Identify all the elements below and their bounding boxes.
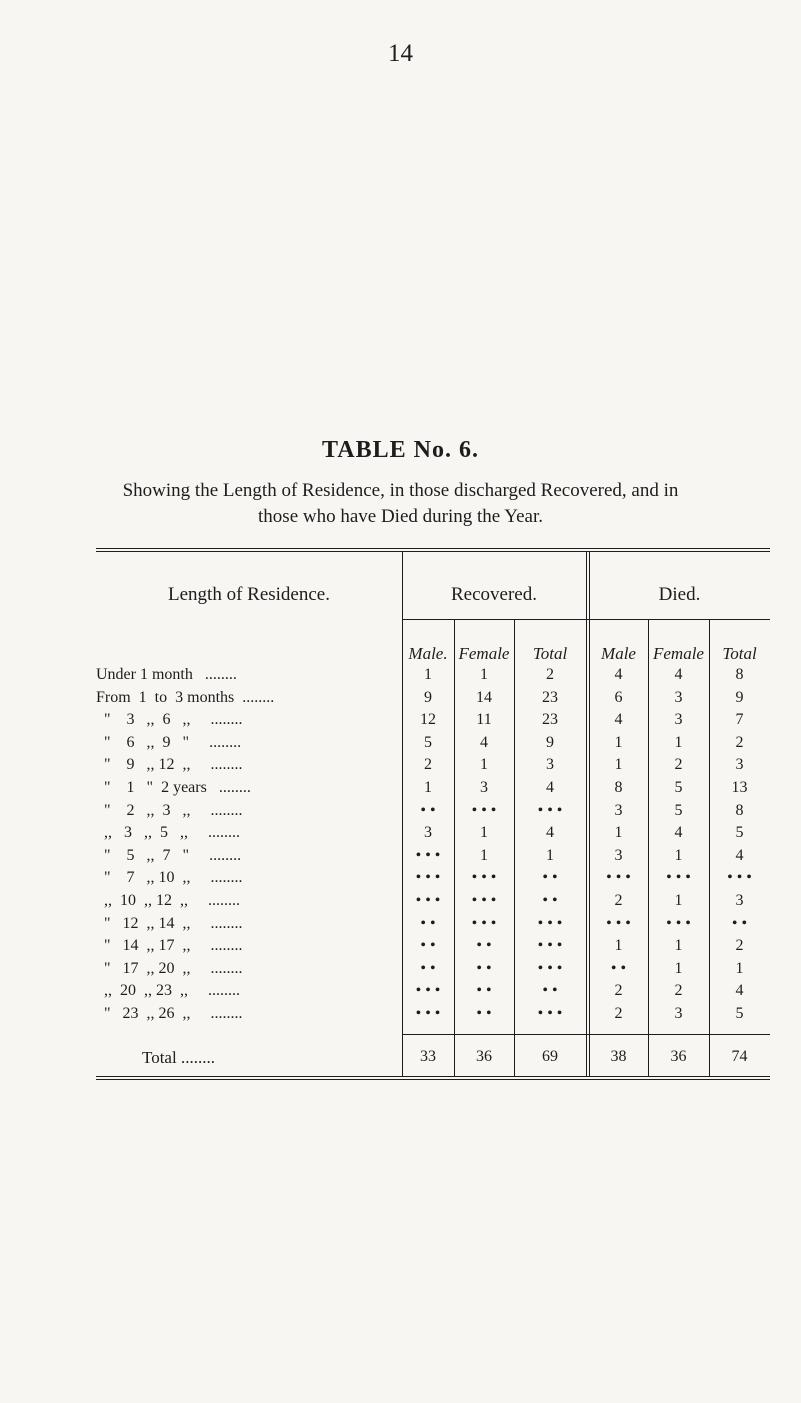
cell-female-recovered: 1: [480, 666, 488, 683]
cell-total-died: 1: [735, 959, 744, 977]
cell-female-died: 1: [674, 959, 683, 977]
cell-male-recovered: • • •: [415, 982, 441, 1000]
subheader-rule: [402, 619, 770, 620]
table-row: [96, 937, 770, 959]
row-label: " 23 ,, 26 ,, ........: [96, 1005, 243, 1022]
table-row: [96, 779, 770, 801]
cell-male-recovered: 12: [420, 711, 436, 729]
cell-female-recovered: 11: [476, 711, 492, 729]
cell-total-died: 4: [735, 846, 744, 864]
subtitle-line-2: those who have Died during the Year.: [258, 506, 543, 527]
cell-total-died: 4: [735, 982, 744, 1000]
cell-male-died: • • •: [606, 914, 631, 932]
cell-female-died: 4: [674, 666, 683, 683]
total-total-recovered: 69: [542, 1048, 558, 1065]
table-row: [96, 666, 770, 688]
cell-male-died: 1: [614, 824, 623, 842]
cell-male-recovered: 3: [424, 824, 432, 842]
table-row: [96, 689, 770, 711]
cell-male-died: 8: [614, 779, 623, 796]
cell-female-died: 3: [674, 1005, 683, 1022]
table-row: [96, 1005, 770, 1027]
total-row: [96, 1048, 770, 1070]
cell-male-recovered: • •: [420, 959, 436, 977]
row-label: " 17 ,, 20 ,, ........: [96, 959, 243, 977]
row-label: ,, 10 ,, 12 ,, ........: [96, 892, 240, 909]
cell-male-recovered: • •: [420, 937, 436, 955]
cell-total-recovered: 2: [546, 666, 554, 683]
total-rule: [402, 1034, 770, 1035]
cell-total-recovered: • • •: [537, 959, 563, 977]
cell-male-died: 2: [614, 892, 623, 909]
cell-total-recovered: 4: [546, 824, 554, 842]
row-label: " 2 ,, 3 ,, ........: [96, 801, 243, 819]
cell-female-died: 3: [674, 688, 683, 706]
table-row: [96, 960, 770, 982]
cell-female-died: 5: [674, 801, 683, 819]
row-label: ,, 20 ,, 23 ,, ........: [96, 982, 240, 1000]
cell-total-died: 13: [731, 779, 748, 796]
top-rule-2: [96, 551, 770, 552]
cell-female-recovered: • •: [476, 982, 492, 1000]
table-title: TABLE No. 6.: [322, 437, 479, 463]
cell-total-recovered: 23: [542, 688, 558, 706]
cell-female-died: 5: [674, 779, 683, 796]
cell-female-died: • • •: [666, 914, 691, 932]
cell-female-recovered: 1: [480, 756, 488, 774]
cell-total-recovered: 4: [546, 779, 554, 796]
cell-total-died: 3: [735, 756, 744, 774]
cell-female-recovered: • • •: [471, 914, 497, 932]
cell-male-recovered: • • •: [415, 846, 441, 864]
cell-total-died: 5: [735, 1005, 744, 1022]
header-total-recovered: Total: [532, 644, 568, 663]
subtitle-line-1: Showing the Length of Residence, in those discharged Recovered, and in: [122, 480, 679, 501]
cell-male-died: 1: [614, 733, 623, 751]
cell-total-recovered: • • •: [537, 1005, 563, 1022]
header-female-recovered: Female: [458, 644, 510, 663]
cell-male-died: 2: [614, 1005, 623, 1022]
row-label: " 6 ,, 9 " ........: [96, 733, 242, 751]
cell-female-died: 2: [674, 756, 683, 774]
cell-female-died: 1: [674, 846, 683, 864]
row-label: ,, 3 ,, 5 ,, ........: [96, 824, 240, 842]
cell-female-died: 1: [674, 892, 683, 909]
residence-table: [96, 548, 770, 1093]
header-female-died: Female: [653, 644, 704, 663]
cell-total-died: • • •: [727, 869, 752, 887]
bottom-rule-2: [96, 1079, 770, 1080]
total-total-died: 74: [731, 1048, 748, 1065]
cell-male-recovered: • • •: [415, 1005, 441, 1022]
header-died: Died.: [658, 584, 701, 605]
cell-total-died: 2: [735, 733, 744, 751]
total-female-recovered: 36: [476, 1048, 492, 1065]
cell-female-died: 2: [674, 982, 683, 1000]
cell-total-recovered: 3: [546, 756, 554, 774]
cell-male-died: 3: [614, 801, 623, 819]
row-label: " 5 ,, 7 " ........: [96, 846, 242, 864]
header-male-recovered: Male.: [408, 644, 448, 663]
cell-male-recovered: • •: [420, 801, 436, 819]
table-row: [96, 869, 770, 891]
table-row: [96, 892, 770, 914]
cell-female-recovered: 1: [480, 824, 488, 842]
table-row: [96, 734, 770, 756]
cell-female-recovered: • •: [476, 937, 492, 955]
header-male-died: Male: [601, 644, 636, 663]
cell-female-died: • • •: [666, 869, 691, 887]
cell-female-died: 1: [674, 937, 683, 955]
cell-male-died: 3: [614, 846, 623, 864]
cell-male-died: 6: [614, 688, 623, 706]
cell-total-died: 8: [735, 666, 744, 683]
cell-total-died: • •: [731, 914, 748, 932]
table-row: [96, 756, 770, 778]
row-label: " 12 ,, 14 ,, ........: [96, 914, 243, 932]
row-label: " 3 ,, 6 ,, ........: [96, 711, 243, 729]
cell-male-died: 4: [614, 711, 623, 729]
cell-female-recovered: • •: [476, 959, 492, 977]
cell-total-died: 2: [735, 937, 744, 955]
bottom-rule: [96, 1076, 770, 1077]
cell-female-died: 1: [674, 733, 683, 751]
cell-total-died: 7: [735, 711, 744, 729]
cell-total-died: 8: [735, 801, 744, 819]
cell-male-recovered: 1: [424, 666, 432, 683]
cell-female-died: 4: [674, 824, 683, 842]
cell-male-recovered: 2: [424, 756, 432, 774]
cell-total-recovered: • •: [542, 892, 558, 909]
table-row: [96, 711, 770, 733]
cell-male-died: 4: [614, 666, 623, 683]
cell-female-recovered: • • •: [471, 801, 497, 819]
row-label: Under 1 month ........: [96, 666, 237, 683]
cell-total-recovered: • • •: [537, 914, 563, 932]
cell-female-recovered: • •: [476, 1005, 492, 1022]
cell-male-recovered: 9: [424, 688, 432, 706]
cell-total-recovered: 23: [542, 711, 558, 729]
cell-female-recovered: 14: [476, 688, 492, 706]
total-female-died: 36: [670, 1048, 687, 1065]
cell-total-recovered: 9: [546, 733, 554, 751]
cell-male-died: 1: [614, 756, 623, 774]
table-subtitle: [0, 478, 801, 530]
cell-female-recovered: 3: [480, 779, 488, 796]
cell-female-recovered: • • •: [471, 869, 497, 887]
cell-male-recovered: • •: [420, 914, 436, 932]
cell-male-died: 1: [614, 937, 623, 955]
cell-total-died: 3: [735, 892, 744, 909]
cell-female-recovered: 1: [480, 846, 488, 864]
cell-total-recovered: • • •: [537, 801, 563, 819]
row-label: " 1 " 2 years ........: [96, 779, 251, 796]
cell-female-recovered: • • •: [471, 892, 497, 909]
cell-female-died: 3: [674, 711, 683, 729]
cell-male-recovered: 5: [424, 733, 432, 751]
cell-total-recovered: • •: [542, 982, 558, 1000]
row-label: " 14 ,, 17 ,, ........: [96, 937, 243, 955]
total-label: Total ........: [142, 1048, 215, 1067]
table-row: [96, 824, 770, 846]
row-label: " 7 ,, 10 ,, ........: [96, 869, 243, 887]
cell-total-recovered: • • •: [537, 937, 563, 955]
row-label: From 1 to 3 months ........: [96, 688, 275, 706]
cell-female-recovered: 4: [480, 733, 488, 751]
total-male-died: 38: [610, 1048, 627, 1065]
table-row: [96, 847, 770, 869]
cell-male-died: • • •: [606, 869, 631, 887]
header-total-died: Total: [722, 644, 757, 663]
top-rule: [96, 548, 770, 549]
header-length-of-residence: Length of Residence.: [168, 584, 330, 605]
cell-male-recovered: • • •: [415, 892, 441, 909]
total-male-recovered: 33: [420, 1048, 436, 1065]
cell-total-died: 9: [735, 688, 744, 706]
cell-total-recovered: 1: [546, 846, 554, 864]
table-row: [96, 982, 770, 1004]
cell-total-died: 5: [735, 824, 744, 842]
page-number: 14: [388, 40, 413, 67]
cell-total-recovered: • •: [542, 869, 558, 887]
cell-male-recovered: • • •: [415, 869, 441, 887]
cell-male-recovered: 1: [424, 779, 432, 796]
row-label: " 9 ,, 12 ,, ........: [96, 756, 243, 774]
header-recovered: Recovered.: [451, 584, 537, 605]
table-row: [96, 915, 770, 937]
cell-male-died: 2: [614, 982, 623, 1000]
table-row: [96, 802, 770, 824]
cell-male-died: • •: [610, 959, 627, 977]
